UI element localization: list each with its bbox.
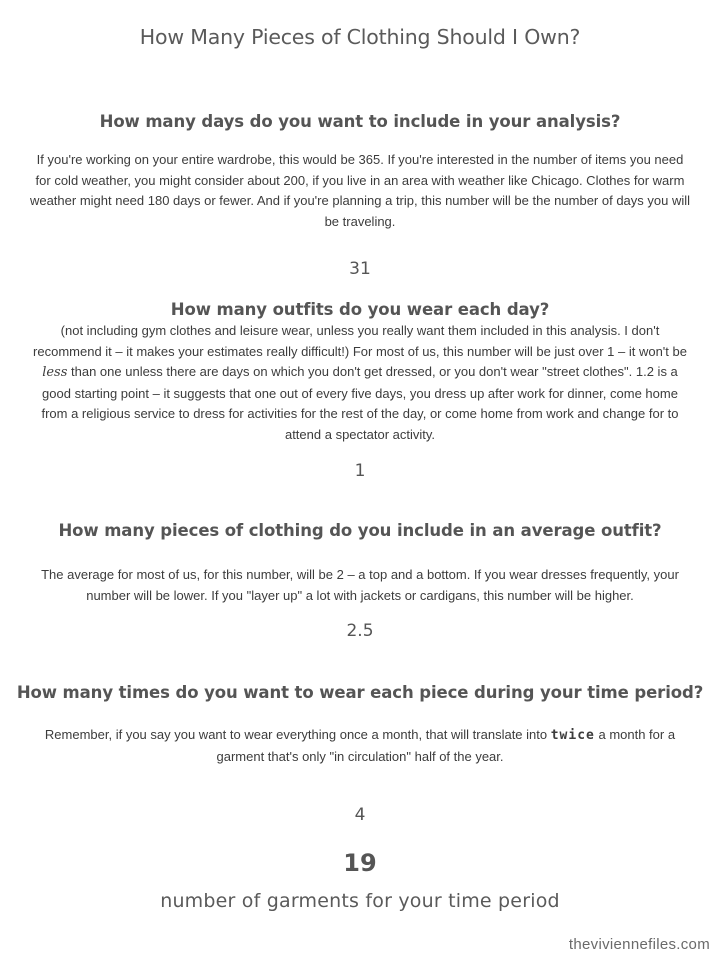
answer-days: 31	[349, 259, 371, 279]
answer-wears: 4	[354, 805, 366, 825]
description-wears	[28, 725, 692, 767]
description-outfits-emphasis: less	[42, 365, 68, 380]
description-days: If you're working on your entire wardrobe, this would be 365. If you're interested in the number of items you need for cold weather, you might consider about 200, if you live in an area with weather like Chicago. Clothes for warm weather might need 180 days or fewer. And if you're planning a trip, this number will be the number of days you will be traveling.	[29, 152, 691, 229]
watermark: theviviennefiles.com	[568, 936, 710, 953]
description-outfits-part2: than one unless there are days on which you don't get dressed, or you don't wear "street clothes". 1.2 is a good starting point – it suggests that one out of every five days, you dress up after work for dinner, come home from a religious service to dress for activities for the rest of the day, or come home from work and change for to attend a spectator activity.	[41, 364, 679, 442]
description-pieces: The average for most of us, for this number, will be 2 – a top and a bottom. If you wear dresses frequently, your number will be lower. If you "layer up" a lot with jackets or cardigans, this number will be higher.	[41, 567, 679, 603]
answer-outfits: 1	[354, 461, 366, 481]
description-outfits	[28, 321, 692, 445]
answer-pieces: 2.5	[346, 621, 374, 641]
description-wears-part2: a month for a garment that's only "in circulation" half of the year.	[216, 727, 676, 764]
page-title: How Many Pieces of Clothing Should I Own?	[139, 25, 581, 49]
question-pieces: How many pieces of clothing do you include in an average outfit?	[58, 521, 662, 540]
result-value: 19	[343, 849, 377, 877]
question-outfits: How many outfits do you wear each day?	[170, 300, 550, 319]
question-wears: How many times do you want to wear each piece during your time period?	[16, 683, 704, 702]
result-label: number of garments for your time period	[160, 890, 560, 912]
description-wears-emphasis: twice	[550, 728, 595, 743]
description-outfits-part1: (not including gym clothes and leisure wear, unless you really want them included in this analysis. I don't recommend it – it makes your estimates really difficult!) For most of us, this number will be just over 1 – it won't be	[33, 323, 687, 359]
description-wears-part1: Remember, if you say you want to wear everything once a month, that will translate into	[44, 727, 551, 742]
question-days: How many days do you want to include in your analysis?	[99, 112, 621, 131]
